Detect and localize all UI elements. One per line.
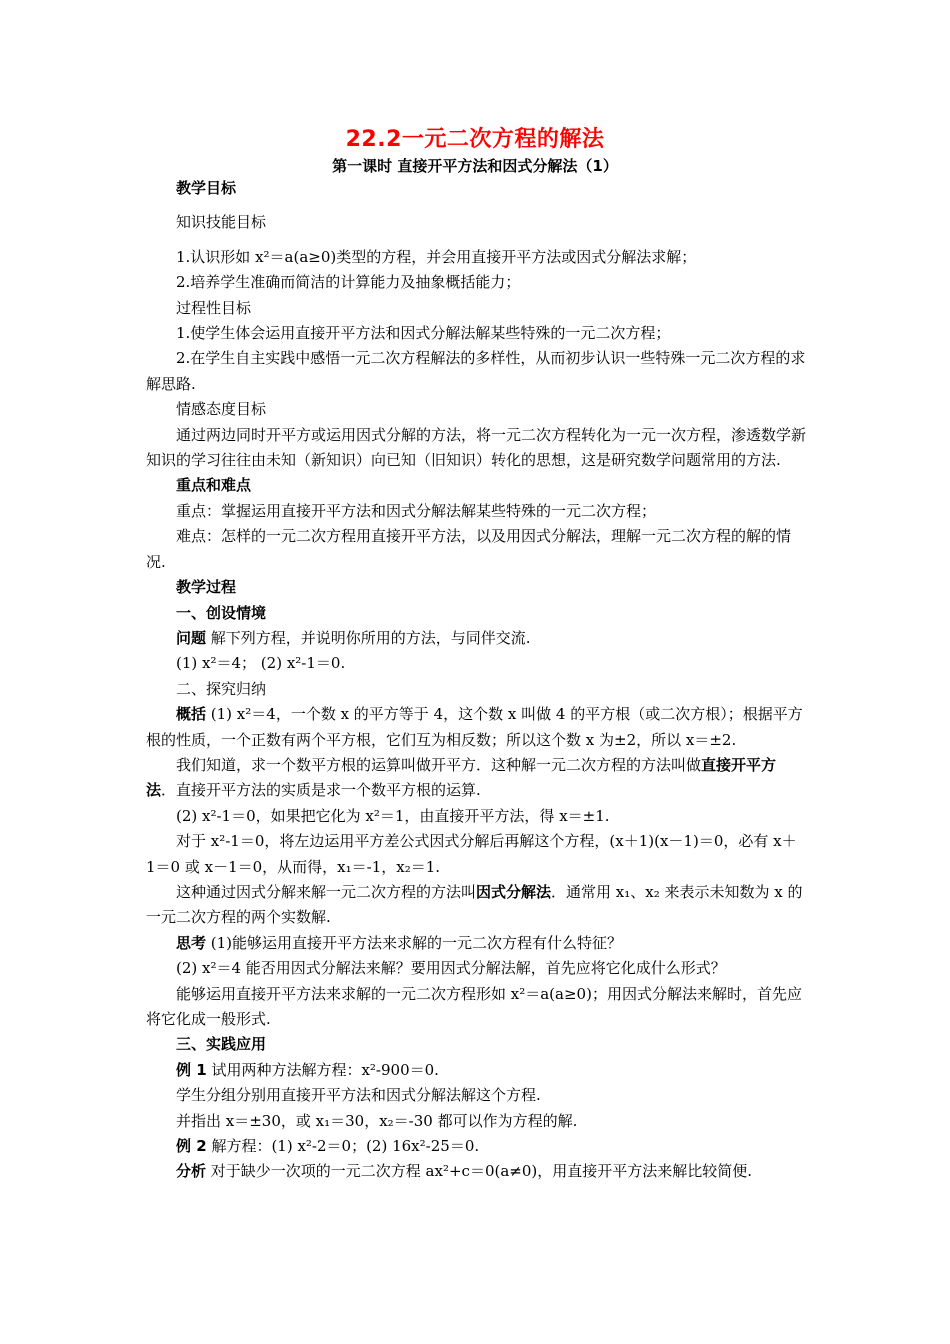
knowledge-goal-heading: 知识技能目标 [176,213,267,232]
page-title: 22.2一元二次方程的解法 [345,127,605,152]
definition-paragraph-2: (2) x²-1＝0，如果把它化为 x²＝1，由直接开平方法，得 x＝±1. [176,806,610,825]
example-2-text: 解方程：(1) x²-2＝0；(2) 16x²-25＝0. [206,1137,480,1156]
think-question-1: (1)能够运用直接开平方法来求解的一元二次方程有什么特征？ [206,933,623,952]
question-equations: (1) x²＝4； (2) x²-1＝0. [176,654,346,673]
generalization-label: 概括 [176,705,207,724]
example-1-text: 试用两种方法解方程：x²-900＝0. [206,1060,439,1079]
analysis-paragraph [146,1159,806,1184]
definition-text-b: ．直接开平方法的实质是求一个数平方根的运算. [161,781,481,800]
attitude-goal-heading: 情感态度目标 [176,400,267,419]
example-1-note-b: 并指出 x＝±30，或 x₁＝30，x₂＝-30 都可以作为方程的解. [176,1111,578,1130]
definition-text-a: 我们知道，求一个数平方根的运算叫做开平方．这种解一元二次方程的方法叫做 [176,755,702,774]
heading-process: 教学过程 [176,578,237,597]
knowledge-item-1: 1.认识形如 x²＝a(a≥0)类型的方程，并会用直接开平方法或因式分解法求解； [176,247,697,266]
definition-paragraph-3: 对于 x²-1＝0，将左边运用平方差公式因式分解后再解这个方程，(x＋1)(x－1)＝0，必有 x＋1＝0 或 x－1＝0，从而得，x₁＝-1，x₂＝1. [146,832,797,876]
section-3-heading: 三、实践应用 [176,1035,267,1054]
attitude-paragraph: 通过两边同时开平方或运用因式分解的方法，将一元二次方程转化为一元一次方程，渗透数学新知识的学习往往由未知（新知识）向已知（旧知识）转化的思想，这是研究数学问题常用的方法. [146,425,807,470]
question-label: 问题 [176,628,207,647]
document-body [146,176,806,1185]
lesson-subtitle: 第一课时 直接开平方法和因式分解法（1） [332,157,618,175]
example-1-label: 例 1 [176,1060,207,1079]
analysis-label: 分析 [176,1162,207,1181]
key-point: 重点：掌握运用直接开平方法和因式分解法解某些特殊的一元二次方程； [176,501,657,520]
term-direct-root: 直接开平方法 [146,755,777,800]
term-factoring: 因式分解法 [476,882,552,901]
section-2-heading: 二、探究归纳 [176,679,267,698]
definition-paragraph-4 [146,880,806,931]
think-answer: 能够运用直接开平方法来求解的一元二次方程形如 x²＝a(a≥0)；用因式分解法来解时，首先应将它化成一般形式. [146,984,802,1028]
example-2-label: 例 2 [176,1137,207,1156]
generalization-paragraph [146,702,806,753]
generalization-text: (1) x²＝4，一个数 x 的平方等于 4，这个数 x 叫做 4 的平方根（或二次方根）；根据平方根的性质，一个正数有两个平方根，它们互为相反数；所以这个数 x 为±2，所以 x＝±2. [146,705,803,749]
question-paragraph [146,626,806,651]
question-text: 解下列方程，并说明你所用的方法，与同伴交流. [206,628,531,647]
think-question-2: (2) x²＝4 能否用因式分解法来解？要用因式分解法解，首先应将它化成什么形式？ [176,959,726,978]
section-1-heading: 一、创设情境 [176,603,267,622]
example-2 [146,1134,806,1159]
example-1 [146,1058,806,1083]
think-paragraph [146,931,806,956]
heading-key-points: 重点和难点 [176,476,252,495]
process-goal-heading: 过程性目标 [176,298,252,317]
think-label: 思考 [176,933,207,952]
factor-text-b: ．通常用 x₁、x₂ 来表示未知数为 x 的一元二次方程的两个实数解. [146,882,803,927]
process-item-2: 2.在学生自主实践中感悟一元二次方程解法的多样性，从而初步认识一些特殊一元二次方程的求解思路. [146,349,806,393]
difficulty-point: 难点：怎样的一元二次方程用直接开平方法，以及用因式分解法，理解一元二次方程的解的情况. [146,527,792,571]
heading-goals: 教学目标 [176,179,237,197]
analysis-text: 对于缺少一次项的一元二次方程 ax²+c＝0(a≠0)，用直接开平方法来解比较简便. [206,1162,753,1181]
knowledge-item-2: 2.培养学生准确而简洁的计算能力及抽象概括能力； [176,273,521,292]
definition-paragraph-1 [146,753,806,804]
process-item-1: 1.使学生体会运用直接开平方法和因式分解法解某些特殊的一元二次方程； [176,324,671,343]
factor-text-a: 这种通过因式分解来解一元二次方程的方法叫 [176,882,477,901]
example-1-note-a: 学生分组分别用直接开平方法和因式分解法解这个方程. [176,1086,541,1105]
